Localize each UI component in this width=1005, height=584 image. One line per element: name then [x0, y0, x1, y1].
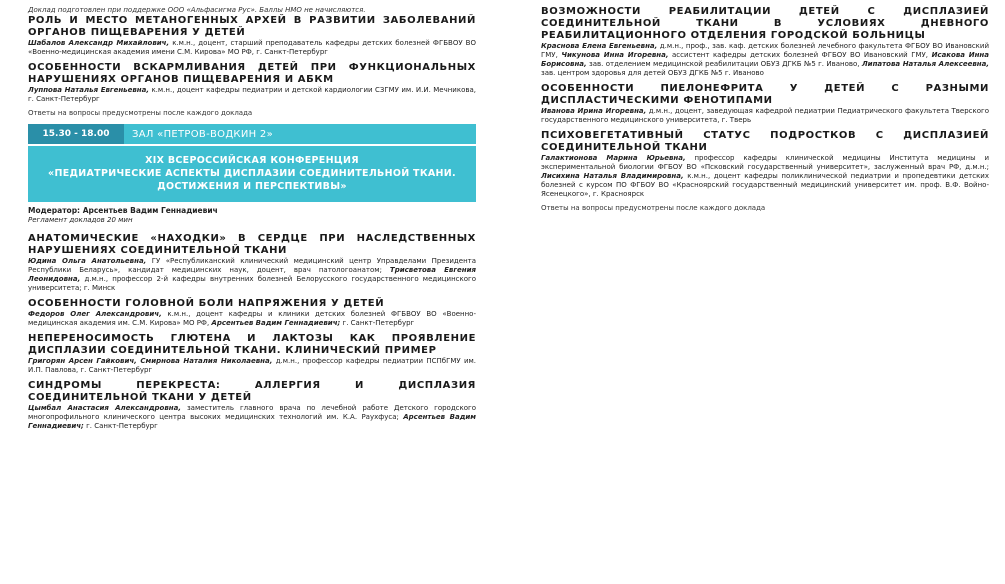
author-affiliation: г. Санкт-Петербург: [83, 422, 158, 430]
moderator-name: Арсентьев Вадим Геннадиевич: [82, 206, 218, 215]
author-affiliation: заместитель главного врача по лечебной работе Детского городского многопрофильного клинического центра высоких медицинских технологий им. К.А. Раухфуса;: [28, 404, 476, 421]
talk-title: ВОЗМОЖНОСТИ РЕАБИЛИТАЦИИ ДЕТЕЙ С ДИСПЛАЗИЕЙ СОЕДИНИТЕЛЬНОЙ ТКАНИ В УСЛОВИЯХ ДНЕВНОГО РЕАБИЛИТАЦИОННОГО ОТДЕЛЕНИЯ ГОРОДСКОЙ БОЛЬНИЦЫ: [541, 6, 989, 41]
author-name: Чикунова Инна Игоревна,: [561, 51, 669, 59]
talk-title: ОСОБЕННОСТИ ВСКАРМЛИВАНИЯ ДЕТЕЙ ПРИ ФУНКЦИОНАЛЬНЫХ НАРУШЕНИЯХ ОРГАНОВ ПИЩЕВАРЕНИЯ И АБКМ: [28, 62, 476, 85]
talk-title: РОЛЬ И МЕСТО МЕТАНОГЕННЫХ АРХЕЙ В РАЗВИТИИ ЗАБОЛЕВАНИЙ ОРГАНОВ ПИЩЕВАРЕНИЯ У ДЕТЕЙ: [28, 15, 476, 38]
talk: [28, 233, 476, 293]
author-name: Луппова Наталья Евгеньевна,: [28, 86, 149, 94]
talk-title: АНАТОМИЧЕСКИЕ «НАХОДКИ» В СЕРДЦЕ ПРИ НАСЛЕДСТВЕННЫХ НАРУШЕНИЯХ СОЕДИНИТЕЛЬНОЙ ТКАНИ: [28, 233, 476, 256]
author-name: Григорян Арсен Гайкович, Смирнова Наталия Николаевна,: [28, 357, 273, 365]
talk: [541, 130, 989, 199]
author-name: Липатова Наталья Алексеевна,: [861, 60, 989, 68]
conference-title-line: «ПЕДИАТРИЧЕСКИЕ АСПЕКТЫ ДИСПЛАЗИИ СОЕДИНИТЕЛЬНОЙ ТКАНИ.: [48, 168, 456, 179]
author-name: Арсентьев Вадим Геннадиевич;: [211, 319, 341, 327]
answers-note: Ответы на вопросы предусмотрены после каждого доклада: [28, 109, 253, 117]
author-name: Трисветова Евгения Леонидовна,: [28, 266, 476, 283]
author-name: Цымбал Анастасия Александровна,: [28, 404, 181, 412]
talk: [28, 62, 476, 104]
talk-authors: [28, 86, 476, 104]
left-column: [28, 6, 476, 436]
session-header: [28, 124, 476, 144]
author-name: Исакова Инна Борисовна,: [541, 51, 989, 68]
right-column: [541, 6, 989, 213]
talk: [541, 6, 989, 78]
talk: [28, 15, 476, 57]
author-affiliation: ассистент кафедры детских болезней ФГБОУ ВО Ивановский ГМУ,: [668, 51, 929, 59]
author-affiliation: к.м.н., доцент кафедры поликлинической педиатрии и пропедевтики детских болезней с курсом ПО ФГБОУ ВО «Красноярский государственный медицинский университет им. проф. В.Ф. Войно-Ясенецкого», г. Красноярск: [541, 172, 989, 198]
talk-authors: [541, 154, 989, 199]
talk-authors: [28, 310, 476, 328]
author-name: Краснова Елена Евгеньевна,: [541, 42, 658, 50]
author-affiliation: д.м.н., профессор 2-й кафедры внутренних болезней Белорусского государственного медицинского университета; г. Минск: [28, 275, 476, 292]
author-affiliation: к.м.н., доцент кафедры и клиники детских болезней ФГБВОУ ВО «Военно-медицинская академия им. С.М. Кирова» МО РФ,: [28, 310, 476, 327]
talk-title: СИНДРОМЫ ПЕРЕКРЕСТА: АЛЛЕРГИЯ И ДИСПЛАЗИЯ СОЕДИНИТЕЛЬНОЙ ТКАНИ У ДЕТЕЙ: [28, 380, 476, 403]
talk-authors: [28, 257, 476, 293]
talk-authors: [541, 107, 989, 125]
author-affiliation: д.м.н., доцент, заведующая кафедрой педиатрии Педиатрического факультета Тверского государственного медицинского университета, г. Тверь: [541, 107, 989, 124]
conference-title-line: ДОСТИЖЕНИЯ И ПЕРСПЕКТИВЫ»: [157, 181, 347, 192]
author-name: Галактионова Марина Юрьевна,: [541, 154, 686, 162]
talk: [28, 298, 476, 328]
talk-authors: [28, 39, 476, 57]
author-affiliation: ГУ «Республиканский клинический медицинский центр Управделами Президента Республики Беларусь», кандидат медицинских наук, доцент, врач патологоанатом;: [28, 257, 477, 274]
talk-authors: [541, 42, 989, 78]
author-name: Федоров Олег Александрович,: [28, 310, 162, 318]
talk: [28, 333, 476, 375]
author-affiliation: г. Санкт-Петербург: [340, 319, 415, 327]
author-affiliation: к.м.н., доцент кафедры педиатрии и детской кардиологии СЗГМУ им. И.И. Мечникова, г. Санкт-Петербург: [28, 86, 476, 103]
talk: [28, 380, 476, 431]
author-affiliation: д.м.н., проф., зав. каф. детских болезней лечебного факультета ФГБОУ ВО Ивановский ГМУ,: [541, 42, 990, 59]
author-name: Иванова Ирина Игоревна,: [541, 107, 647, 115]
author-name: Юдина Ольга Анатольевна,: [28, 257, 147, 265]
conference-title-line: XIX ВСЕРОССИЙСКАЯ КОНФЕРЕНЦИЯ: [145, 155, 359, 166]
answers-note: Ответы на вопросы предусмотрены после каждого доклада: [541, 204, 766, 212]
session-hall: ЗАЛ «ПЕТРОВ-ВОДКИН 2»: [124, 124, 476, 144]
talk-title: НЕПЕРЕНОСИМОСТЬ ГЛЮТЕНА И ЛАКТОЗЫ КАК ПРОЯВЛЕНИЕ ДИСПЛАЗИИ СОЕДИНИТЕЛЬНОЙ ТКАНИ. КЛИНИЧЕСКИЙ ПРИМЕР: [28, 333, 476, 356]
moderator: [28, 206, 476, 216]
talk-title: ОСОБЕННОСТИ ГОЛОВНОЙ БОЛИ НАПРЯЖЕНИЯ У ДЕТЕЙ: [28, 298, 385, 309]
conference-banner: [28, 146, 476, 202]
talk-authors: [28, 404, 476, 431]
talk-title: ПСИХОВЕГЕТАТИВНЫЙ СТАТУС ПОДРОСТКОВ С ДИСПЛАЗИЕЙ СОЕДИНИТЕЛЬНОЙ ТКАНИ: [541, 130, 989, 153]
session-time: 15.30 - 18.00: [28, 124, 124, 144]
talk-authors: [28, 357, 476, 375]
author-name: Шабалов Александр Михайлович,: [28, 39, 170, 47]
author-affiliation: д.м.н., профессор кафедры педиатрии ПСПбГМУ им. И.П. Павлова, г. Санкт-Петербург: [28, 357, 476, 374]
author-affiliation: зав. отделением медицинской реабилитации ОБУЗ ДГКБ №5 г. Иваново,: [586, 60, 860, 68]
reglament: Регламент докладов 20 мин: [28, 216, 133, 224]
sponsor-note: Доклад подготовлен при поддержке ООО «Альфасигма Рус». Баллы НМО не начисляются.: [28, 6, 366, 14]
author-name: Арсентьев Вадим Геннадиевич;: [28, 413, 476, 430]
author-affiliation: зав. центром здоровья для детей ОБУЗ ДГКБ №5 г. Иваново: [541, 69, 764, 77]
author-affiliation: профессор кафедры клинической медицины Института медицины и экспериментальной биологии ФГБОУ ВО «Псковский государственный университет», заслуженный врач РФ, д.м.н.;: [541, 154, 990, 171]
author-name: Лисихина Наталья Владимировна,: [541, 172, 684, 180]
moderator-label: Модератор:: [28, 206, 81, 215]
talk-title: ОСОБЕННОСТИ ПИЕЛОНЕФРИТА У ДЕТЕЙ С РАЗНЫМИ ДИСПЛАСТИЧЕСКИМИ ФЕНОТИПАМИ: [541, 83, 989, 106]
author-affiliation: к.м.н., доцент, старший преподаватель кафедры детских болезней ФГБВОУ ВО «Военно-медицинская академия имени С.М. Кирова» МО РФ, г. Санкт-Петербург: [28, 39, 476, 56]
talk: [541, 83, 989, 125]
